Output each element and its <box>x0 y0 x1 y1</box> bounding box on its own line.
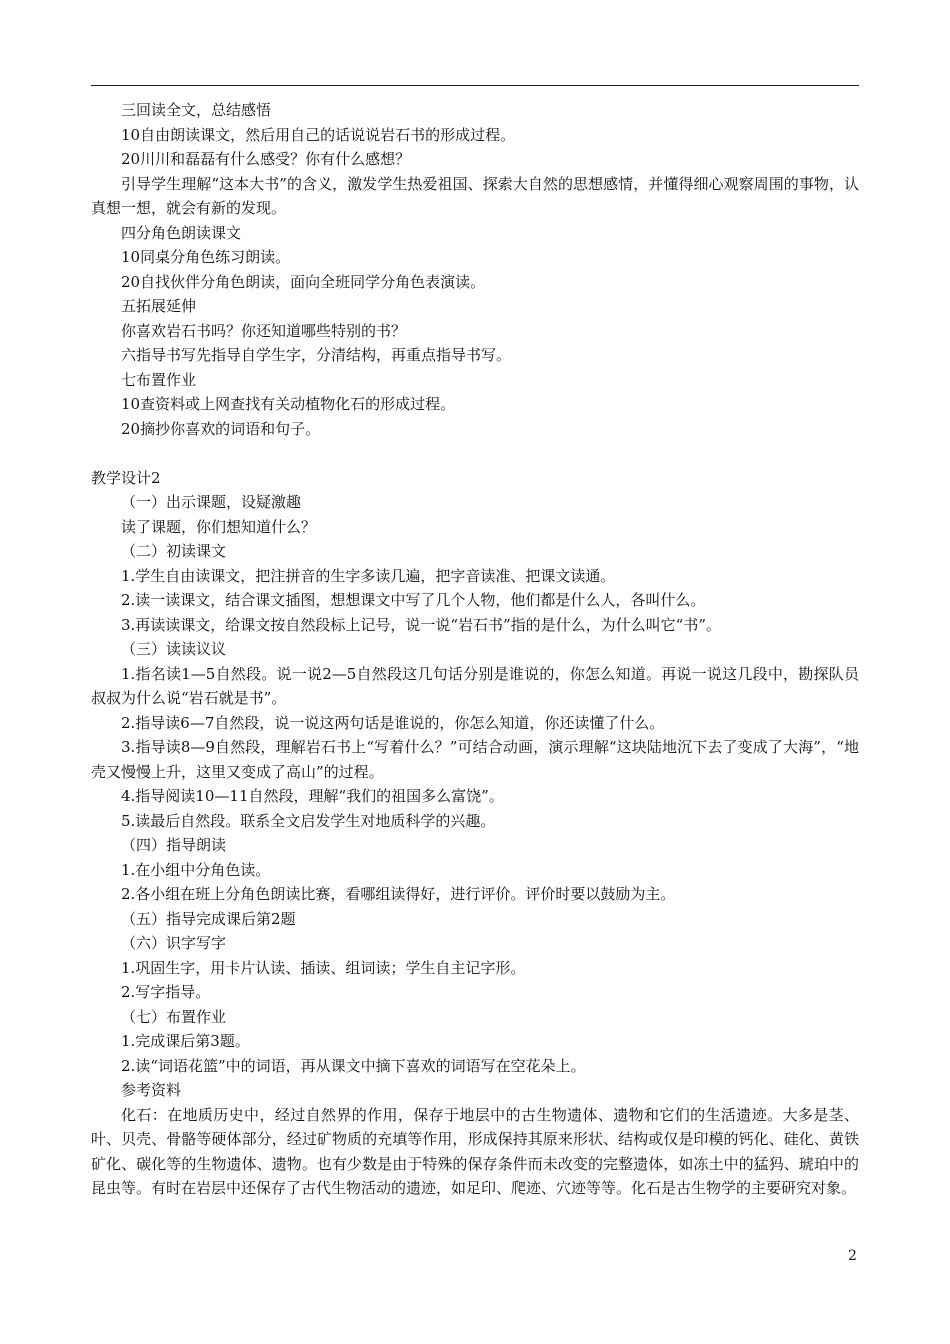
paragraph: 20摘抄你喜欢的词语和句子。 <box>121 419 321 438</box>
list-item: 1.完成课后第3题。 <box>121 1032 250 1050</box>
paragraph: 10同桌分角色练习朗读。 <box>121 248 291 266</box>
list-item: 4.指导阅读10—11自然段，理解“我们的祖国多么富饶”。 <box>121 787 504 805</box>
header-rule <box>91 85 859 86</box>
section-heading: （五）指导完成课后第2题 <box>121 909 296 928</box>
list-item: 3.再读读课文，给课文按自然段标上记号，说一说“岩石书”指的是什么，为什么叫它“书”。 <box>121 615 721 634</box>
section-heading: （四）指导朗读 <box>121 836 227 854</box>
list-item: 2.读“词语花篮”中的词语，再从课文中摘下喜欢的词语写在空花朵上。 <box>121 1056 586 1075</box>
paragraph: 10查资料或上网查找有关动植物化石的形成过程。 <box>121 395 456 413</box>
document-body <box>91 98 859 1201</box>
section-heading: 七布置作业 <box>121 370 197 389</box>
section-heading: （三）读读议议 <box>121 640 227 658</box>
paragraph: 你喜欢岩石书吗？你还知道哪些特别的书？ <box>121 321 407 340</box>
list-item: 3.指导读8—9自然段，理解岩石书上“写着什么？”可结合动画，演示理解“这块陆地沉下去了变成了大海”，“地壳又慢慢上升，这里又变成了高山”的过程。 <box>91 738 859 781</box>
list-item: 1.巩固生字，用卡片认读、插读、组词读；学生自主记字形。 <box>121 958 526 977</box>
page-number: 2 <box>848 1248 857 1264</box>
reference-heading: 参考资料 <box>121 1081 182 1099</box>
paragraph: 六指导书写先指导自学生字，分清结构，再重点指导书写。 <box>121 346 512 364</box>
list-item: 1.指名读1—5自然段。说一说2—5自然段这几句话分别是谁说的，你怎么知道。再说一说这几段中，勘探队员叔叔为什么说“岩石就是书”。 <box>91 664 859 707</box>
section-heading: 三回读全文，总结感悟 <box>121 101 272 119</box>
design-heading: 教学设计2 <box>91 468 161 487</box>
paragraph: 10自由朗读课文，然后用自己的话说说岩石书的形成过程。 <box>121 125 516 144</box>
paragraph: 20川川和磊磊有什么感受？你有什么感想？ <box>121 150 411 168</box>
paragraph: 20自找伙伴分角色朗读，面向全班同学分角色表演读。 <box>121 272 486 291</box>
section-heading: （六）识字写字 <box>121 934 227 952</box>
list-item: 2.各小组在班上分角色朗读比赛，看哪组读得好，进行评价。评价时要以鼓励为主。 <box>121 885 676 903</box>
section-heading: （二）初读课文 <box>121 542 227 560</box>
section-heading: （一）出示课题，设疑激趣 <box>121 493 302 511</box>
section-heading: 四分角色朗读课文 <box>121 223 242 242</box>
list-item: 2.写字指导。 <box>121 983 211 1001</box>
spacer <box>91 441 859 466</box>
list-item: 5.读最后自然段。联系全文启发学生对地质科学的兴趣。 <box>121 811 496 830</box>
list-item: 2.指导读6—7自然段，说一说这两句话是谁说的，你怎么知道，你还读懂了什么。 <box>121 713 665 732</box>
paragraph: 读了课题，你们想知道什么？ <box>121 517 317 536</box>
reference-paragraph: 化石：在地质历史中，经过自然界的作用，保存于地层中的古生物遗体、遗物和它们的生活遗迹。大多是茎、叶、贝壳、骨骼等硬体部分，经过矿物质的充填等作用，形成保持其原来形状、结构或仅是印模的钙化、硅化、黄铁矿化、碳化等的生物遗体、遗物。也有少数是由于特殊的保存条件而未改变的完整遗体，如冻土中的猛犸、琥珀中的昆虫等。有时在岩层中还保存了古代生物活动的遗迹，如足印、爬迹、穴迹等等。化石是古生物学的主要研究对象。 <box>91 1105 859 1197</box>
list-item: 2.读一读课文，结合课文插图，想想课文中写了几个人物，他们都是什么人，各叫什么。 <box>121 591 706 609</box>
list-item: 1.学生自由读课文，把注拼音的生字多读几遍，把字音读准、把课文读通。 <box>121 566 616 585</box>
paragraph: 引导学生理解“这本大书”的含义，激发学生热爱祖国、探索大自然的思想感情，并懂得细心观察周围的事物，认真想一想，就会有新的发现。 <box>91 174 859 217</box>
section-heading: 五拓展延伸 <box>121 297 197 315</box>
section-heading: （七）布置作业 <box>121 1007 227 1026</box>
list-item: 1.在小组中分角色读。 <box>121 860 271 879</box>
